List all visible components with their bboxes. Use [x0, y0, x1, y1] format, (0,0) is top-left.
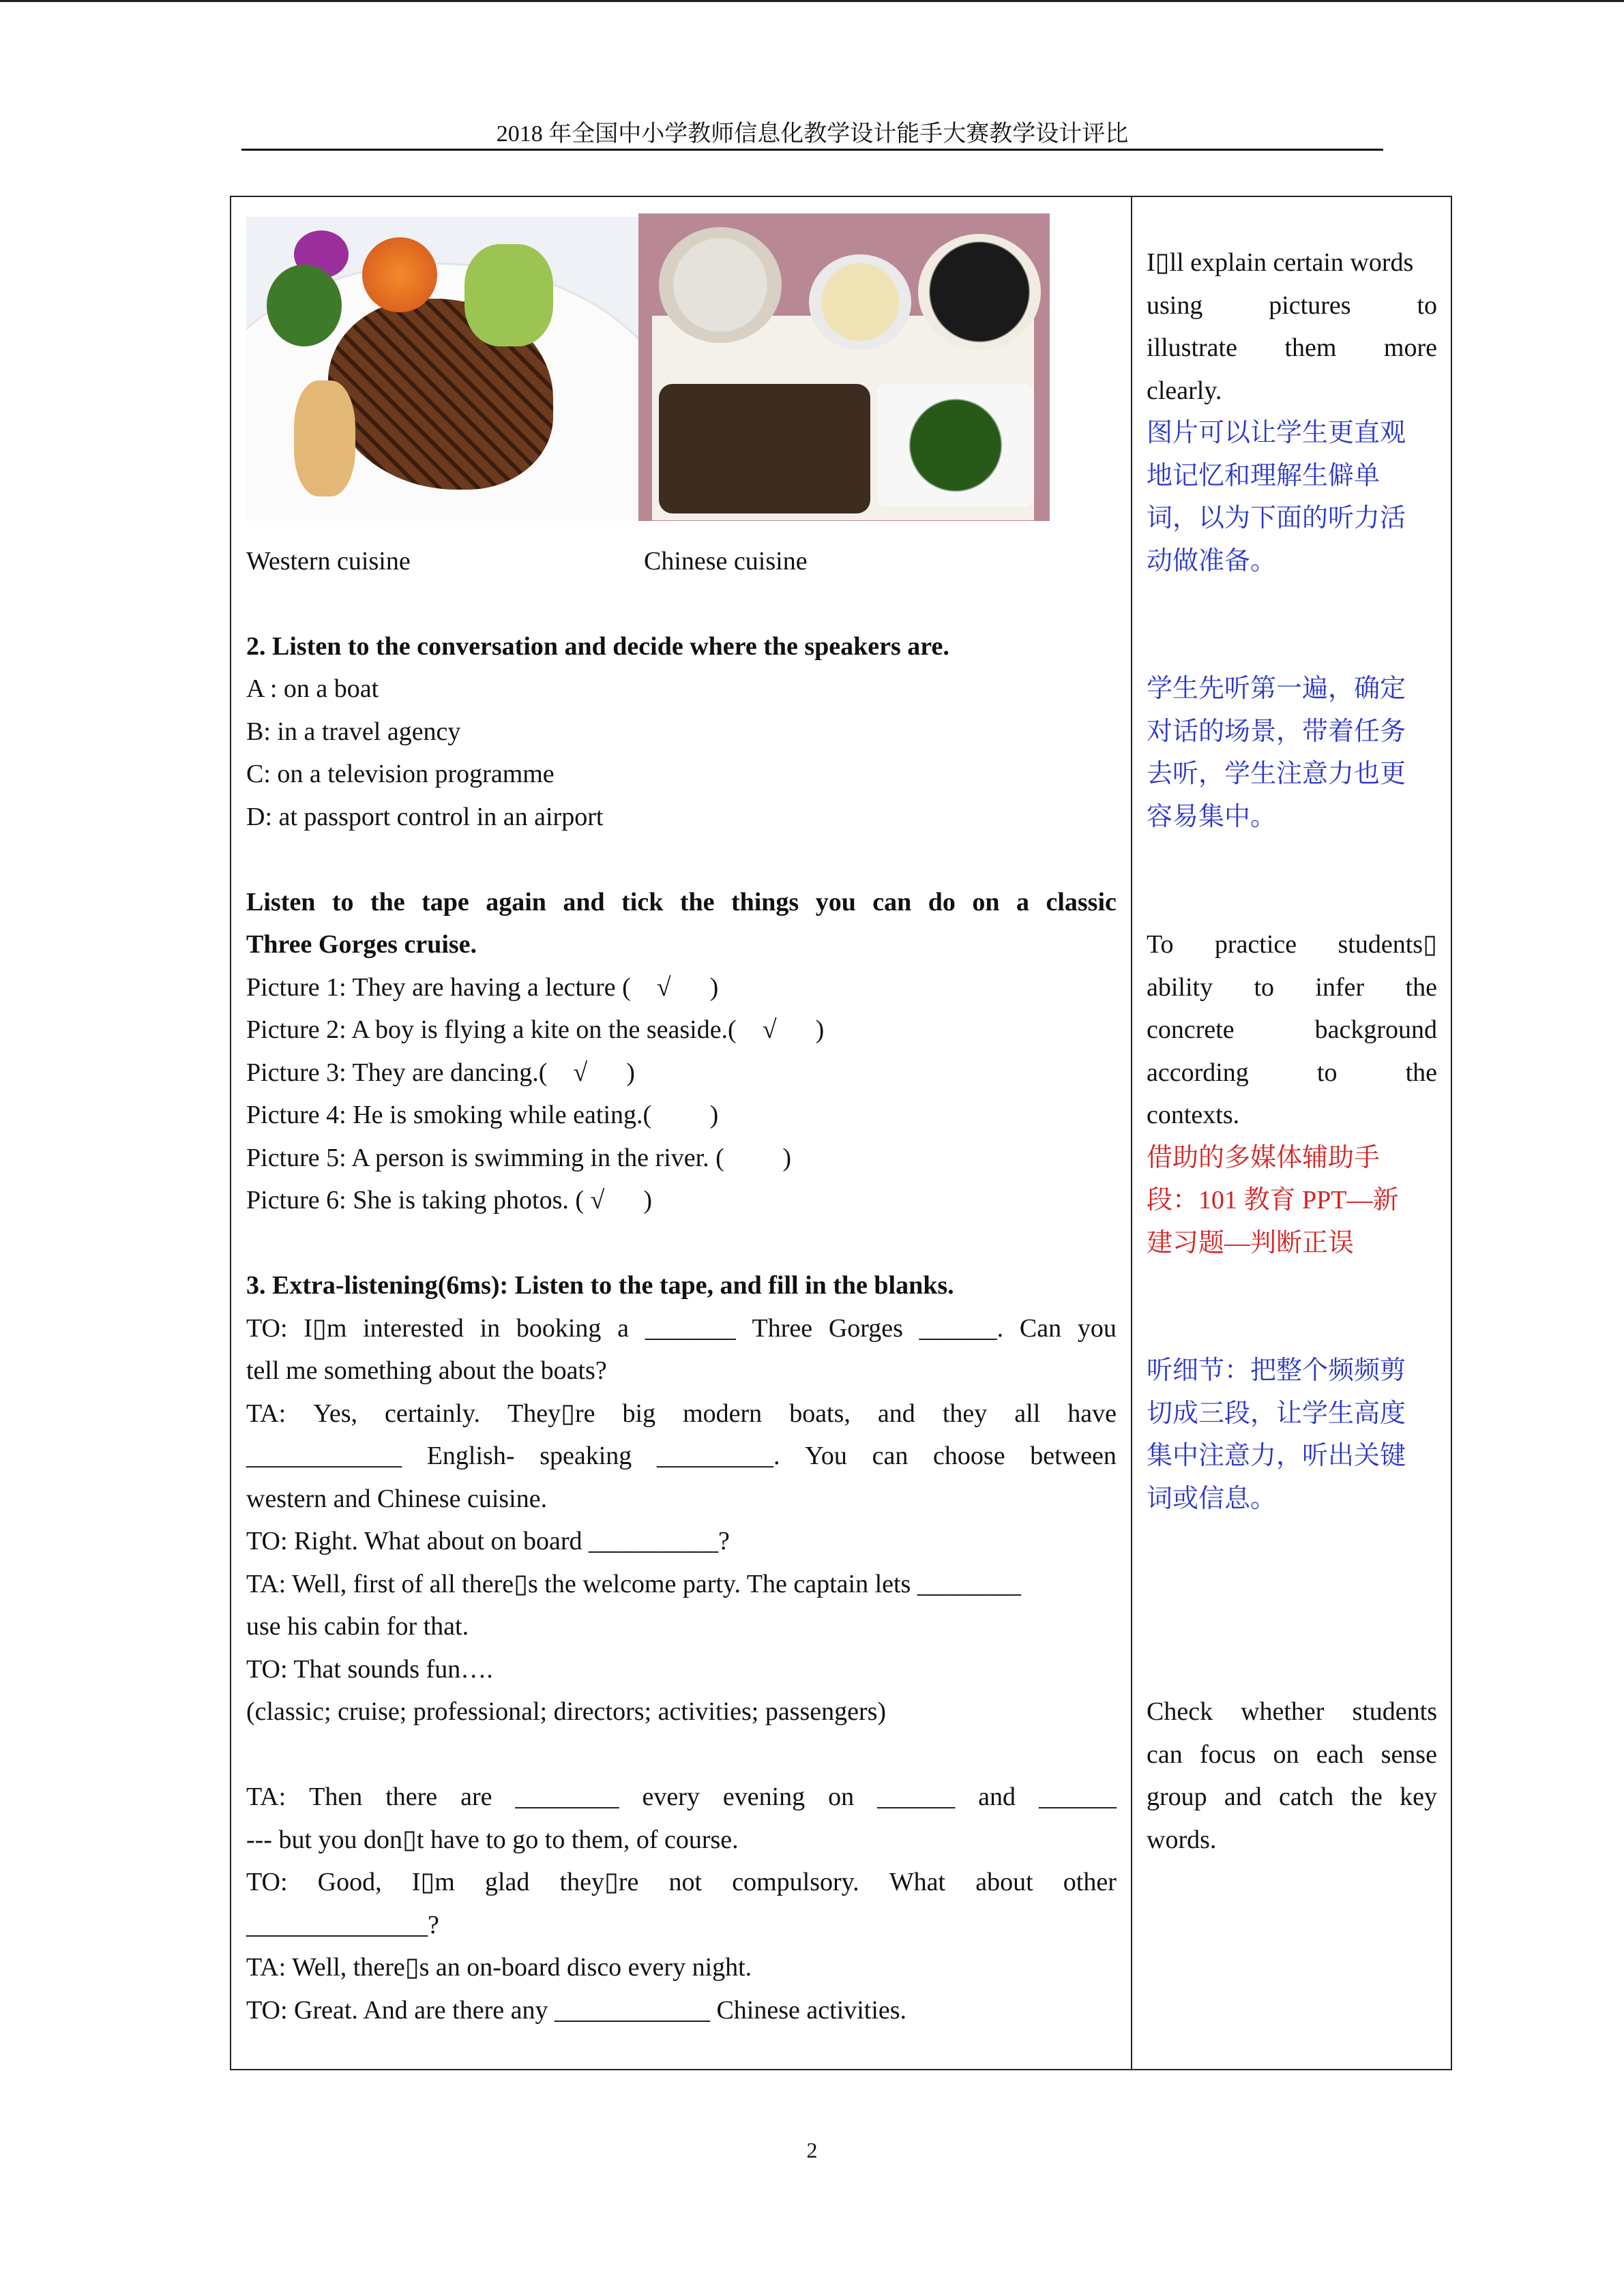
word: key — [1400, 1783, 1437, 1811]
word: are — [460, 1783, 492, 1811]
word: contexts. — [1147, 1101, 1240, 1129]
word: catch — [1279, 1783, 1334, 1811]
word: tick — [621, 888, 664, 916]
word: on — [972, 888, 1000, 916]
word: To — [1147, 930, 1174, 959]
note-line — [1147, 974, 1437, 1000]
word: to — [331, 888, 354, 916]
dialogue-line: tell me something about the boats? — [246, 1356, 607, 1385]
note-cn-line: 词或信息。 — [1147, 1485, 1277, 1513]
soup-cup-shape — [918, 234, 1041, 350]
note-line — [1147, 1699, 1437, 1725]
word: big — [622, 1399, 656, 1428]
word: interested — [363, 1314, 464, 1343]
word: more — [1383, 333, 1437, 362]
word: words. — [1147, 1825, 1217, 1854]
word: focus — [1199, 1740, 1256, 1769]
dialogue-line: western and Chinese cuisine. — [246, 1485, 548, 1513]
tick-title-line — [246, 889, 1117, 915]
word: choose — [933, 1442, 1005, 1470]
word: each — [1316, 1740, 1364, 1769]
note-line — [1147, 1060, 1437, 1086]
word: according — [1147, 1058, 1249, 1087]
dialogue-line — [246, 1443, 1117, 1469]
note-cn-line: 词，以为下面的听力活 — [1147, 504, 1406, 533]
word: group — [1147, 1783, 1207, 1811]
note-line — [1147, 1784, 1437, 1810]
note-line — [1147, 335, 1437, 361]
word: Listen — [246, 888, 316, 916]
note-cn-line: 切成三段，让学生高度 — [1147, 1399, 1406, 1428]
note-line — [1147, 250, 1437, 275]
task3-title: 3. Extra-listening(6ms): Listen to the tape, and fill in the blanks. — [246, 1271, 954, 1300]
word: and — [877, 1399, 915, 1428]
cucumber-shape — [464, 244, 553, 346]
word: they▯re — [559, 1868, 639, 1896]
word: ______ — [1039, 1783, 1117, 1811]
word: on — [1273, 1740, 1299, 1769]
carrot-flower-shape — [362, 237, 437, 312]
word: students — [1352, 1697, 1437, 1726]
note-cn-line: 对话的场景，带着任务 — [1147, 717, 1406, 746]
word: to — [1254, 973, 1275, 1002]
column-divider — [1131, 196, 1132, 2070]
task2-option: D: at passport control in an airport — [246, 803, 604, 831]
task2-option: C: on a television programme — [246, 760, 555, 788]
note-line — [1147, 1017, 1437, 1043]
word: Check — [1147, 1697, 1213, 1726]
word: ________ — [515, 1783, 619, 1811]
dialogue-line: use his cabin for that. — [246, 1612, 469, 1641]
greens-shape — [267, 265, 342, 346]
western-cuisine-image — [246, 217, 638, 521]
dialogue-line — [246, 1401, 1117, 1427]
note-cn-line: 动做准备。 — [1147, 547, 1277, 576]
word: the — [1350, 1783, 1383, 1811]
word: about — [975, 1868, 1033, 1896]
custard-bowl-shape — [809, 254, 911, 350]
word: using — [1147, 291, 1203, 320]
tick-picture-item: Picture 3: They are dancing.( √ ) — [246, 1058, 635, 1087]
note-cn-line: 学生先听第一遍，确定 — [1147, 674, 1406, 703]
word: English- — [426, 1442, 515, 1470]
word: to — [1417, 291, 1437, 320]
word: do — [928, 888, 956, 916]
tick-picture-item: Picture 2: A boy is flying a kite on the seaside.( √ ) — [246, 1015, 825, 1044]
word: They▯re — [507, 1399, 595, 1428]
chinese-cuisine-caption: Chinese cuisine — [644, 547, 808, 576]
task2-option: B: in a travel agency — [246, 717, 461, 746]
dialogue-line: ______________? — [246, 1911, 439, 1939]
word: compulsory. — [732, 1868, 859, 1896]
dialogue-line — [246, 1315, 1117, 1341]
fried-shrimp-shape — [294, 381, 355, 496]
word: a — [617, 1314, 630, 1343]
word: Then — [309, 1783, 363, 1811]
note-line — [1147, 1827, 1437, 1853]
word: in — [479, 1314, 501, 1343]
word: every — [642, 1783, 700, 1811]
word: _______ — [645, 1314, 736, 1343]
word: ______ — [877, 1783, 956, 1811]
word: infer — [1315, 973, 1365, 1002]
word: whether — [1241, 1697, 1325, 1726]
note-cn-line: 去听，学生注意力也更 — [1147, 760, 1406, 788]
word: ____________ — [246, 1442, 402, 1470]
note-cn-line: 建习题—判断正误 — [1147, 1229, 1355, 1257]
word: and — [563, 888, 605, 916]
word: they — [942, 1399, 988, 1428]
word: you — [815, 888, 856, 916]
chinese-cuisine-image — [638, 213, 1050, 521]
dialogue-line: --- but you don▯t have to go to them, of course. — [246, 1825, 739, 1854]
word: have — [1067, 1399, 1117, 1428]
word: tape — [422, 888, 469, 916]
word: can — [872, 888, 912, 916]
task2-option: A : on a boat — [246, 674, 379, 703]
word: Good, — [317, 1868, 382, 1896]
word: speaking — [540, 1442, 632, 1470]
note-cn-line: 听细节：把整个频频剪 — [1147, 1356, 1406, 1385]
rice-bowl-shape — [659, 227, 782, 343]
note-cn-line: 地记忆和理解生僻单 — [1147, 462, 1381, 490]
note-line — [1147, 293, 1437, 318]
word: them — [1284, 333, 1337, 362]
tick-picture-item: Picture 1: They are having a lecture ( √ ) — [246, 973, 719, 1002]
word: students▯ — [1338, 930, 1437, 959]
mushroom-dish-shape — [659, 384, 870, 513]
dialogue-line: TO: Right. What about on board __________? — [246, 1527, 730, 1555]
tick-picture-item: Picture 4: He is smoking while eating.( ) — [246, 1101, 719, 1129]
word: things — [730, 888, 799, 916]
note-line — [1147, 1102, 1437, 1128]
word: You — [805, 1442, 847, 1470]
word: modern — [683, 1399, 763, 1428]
word: not — [668, 1868, 703, 1896]
word: I▯m — [411, 1868, 455, 1896]
broccoli-dish-shape — [877, 384, 1034, 507]
note-line — [1147, 1742, 1437, 1768]
word: illustrate — [1147, 333, 1237, 362]
word: there — [385, 1783, 438, 1811]
word: What — [889, 1868, 946, 1896]
word: Yes, — [313, 1399, 357, 1428]
word: _________. — [657, 1442, 780, 1470]
word: Can — [1019, 1314, 1062, 1343]
note-line — [1147, 931, 1437, 957]
page-number: 2 — [806, 2138, 818, 2162]
word: can — [1147, 1740, 1183, 1769]
word: the — [370, 888, 405, 916]
word: the — [1405, 973, 1437, 1002]
word: TA: — [246, 1783, 286, 1811]
word: TO: — [246, 1868, 288, 1896]
word: ability — [1147, 973, 1213, 1002]
word-bank: (classic; cruise; professional; directors; activities; passengers) — [246, 1697, 887, 1726]
word: clearly. — [1147, 376, 1222, 405]
word: boats, — [789, 1399, 851, 1428]
dialogue-line — [246, 1869, 1117, 1895]
word: to — [1316, 1058, 1338, 1087]
top-border — [0, 0, 1624, 2]
word: certainly. — [385, 1399, 480, 1428]
word: concrete — [1147, 1015, 1235, 1044]
word: background — [1314, 1015, 1437, 1044]
word: I▯ll explain certain words — [1147, 248, 1414, 277]
word: ______. — [919, 1314, 1004, 1343]
word: the — [1405, 1058, 1437, 1087]
word: again — [486, 888, 546, 916]
note-cn-line: 集中注意力，听出关键 — [1147, 1442, 1406, 1470]
word: pictures — [1269, 291, 1351, 320]
word: TA: — [246, 1399, 286, 1428]
word: you — [1077, 1314, 1117, 1343]
note-cn-line: 图片可以让学生更直观 — [1147, 419, 1406, 447]
word: can — [872, 1442, 909, 1470]
header-rule — [241, 149, 1383, 151]
word: on — [828, 1783, 855, 1811]
note-line — [1147, 378, 1437, 404]
page-header-title: 2018 年全国中小学教师信息化教学设计能手大赛教学设计评比 — [496, 121, 1129, 147]
word: Three — [752, 1314, 813, 1343]
word: a — [1016, 888, 1029, 916]
word: classic — [1046, 888, 1117, 916]
word: other — [1063, 1868, 1117, 1896]
word: and — [1224, 1783, 1262, 1811]
word: all — [1014, 1399, 1041, 1428]
task2-title: 2. Listen to the conversation and decide where the speakers are. — [246, 632, 949, 661]
tick-picture-item: Picture 5: A person is swimming in the river. ( ) — [246, 1144, 791, 1172]
dialogue-line: TA: Well, first of all there▯s the welcome party. The captain lets ________ — [246, 1570, 1021, 1598]
word: between — [1030, 1442, 1117, 1470]
dialogue-line: TO: Great. And are there any ____________ Chinese activities. — [246, 1996, 907, 2025]
dialogue-line: TO: That sounds fun…. — [246, 1655, 493, 1684]
note-cn-line: 借助的多媒体辅助手 — [1147, 1144, 1381, 1172]
word: practice — [1214, 930, 1297, 959]
dialogue-line: TA: Well, there▯s an on-board disco every night. — [246, 1953, 752, 1982]
word: Gorges — [828, 1314, 903, 1343]
word: TO: — [246, 1314, 288, 1343]
note-cn-line: 段：101 教育 PPT—新 — [1147, 1186, 1399, 1214]
word: glad — [484, 1868, 530, 1896]
tick-picture-item: Picture 6: She is taking photos. ( √ ) — [246, 1186, 653, 1214]
word: and — [978, 1783, 1016, 1811]
western-cuisine-caption: Western cuisine — [246, 547, 411, 576]
word: evening — [722, 1783, 806, 1811]
word: I▯m — [304, 1314, 347, 1343]
word: the — [679, 888, 715, 916]
word: booking — [516, 1314, 602, 1343]
word: sense — [1381, 1740, 1437, 1769]
note-cn-line: 容易集中。 — [1147, 803, 1277, 831]
tick-title-line2: Three Gorges cruise. — [246, 930, 477, 959]
dialogue-line — [246, 1784, 1117, 1810]
